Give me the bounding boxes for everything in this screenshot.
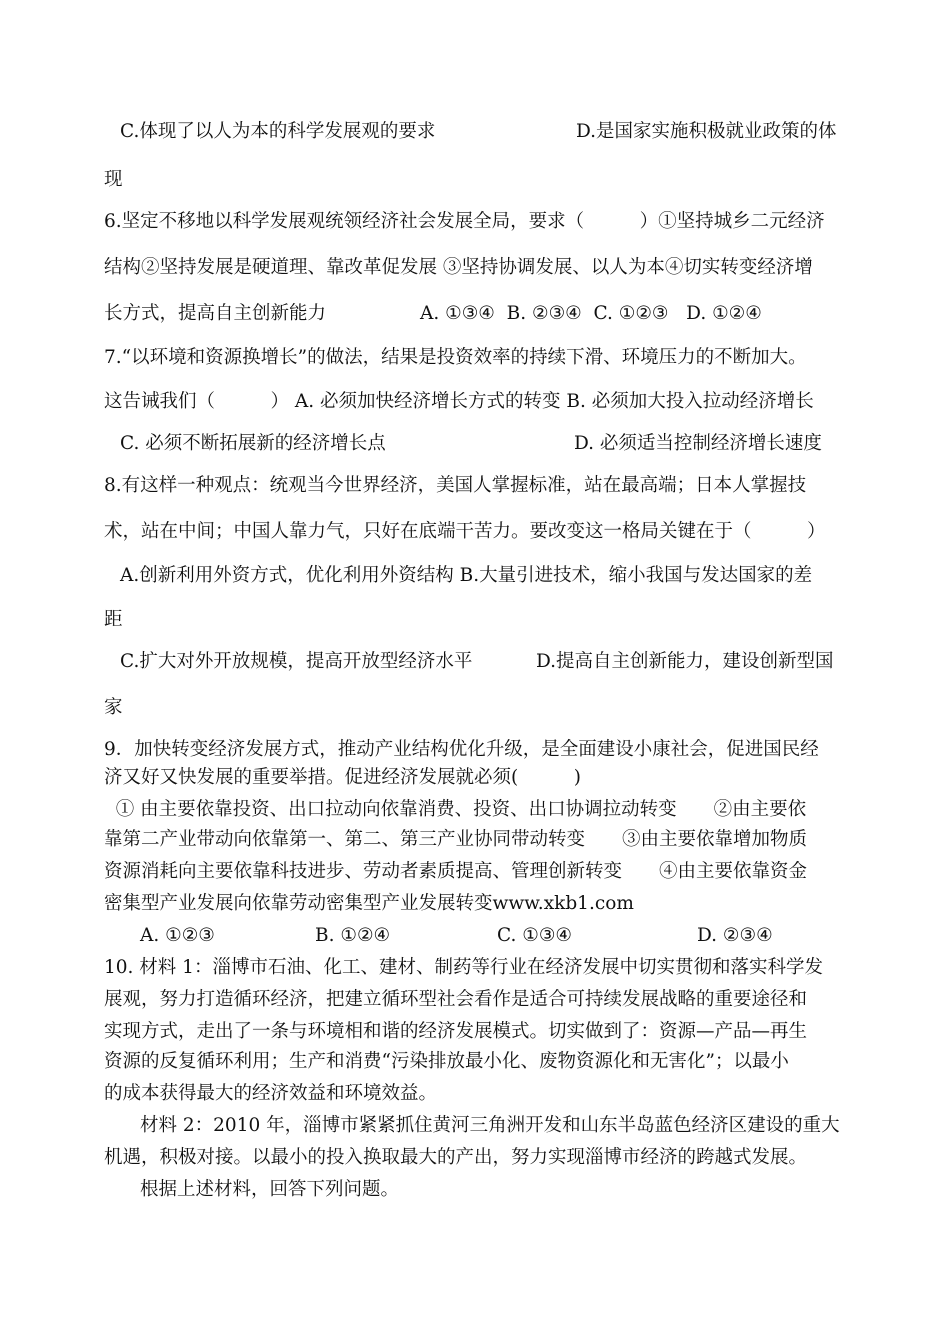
q10-material-2-line-1: 材料 2：2010 年，淄博市紧紧抓住黄河三角洲开发和山东半岛蓝色经济区建设的重大 xyxy=(140,1115,840,1136)
q5-option-c: C.体现了以人为本的科学发展观的要求 xyxy=(120,121,436,142)
q10-material-2-line-2: 机遇，积极对接。以最小的投入换取最大的产出，努力实现淄博市经济的跨越式发展。 xyxy=(104,1147,808,1168)
q10-material-1-line-3: 实现方式，走出了一条与环境相和谐的经济发展模式。切实做到了：资源—产品—再生 xyxy=(104,1021,808,1042)
q10-material-1-line-2: 展观，努力打造循环经济，把建立循环型社会看作是适合可持续发展战略的重要途径和 xyxy=(104,989,808,1010)
q8-option-d: D.提高自主创新能力，建设创新型国 xyxy=(536,651,834,672)
q9-stem-line-2: 济又好又快发展的重要举措。促进经济发展就必须( ) xyxy=(104,767,581,788)
q9-item-1: ① 由主要依靠投资、出口拉动向依靠消费、投资、出口协调拉动转变 ②由主要依 xyxy=(104,799,807,820)
q10-material-1-line-4: 资源的反复循环利用；生产和消费“污染排放最小化、废物资源化和无害化”；以最小 xyxy=(104,1051,789,1072)
q8-options-a-b-continued: 距 xyxy=(104,609,123,630)
q5-option-d: D.是国家实施积极就业政策的体 xyxy=(576,121,837,142)
q7-stem-line-1: 7.“以环境和资源换增长”的做法，结果是投资效率的持续下滑、环境压力的不断加大。 xyxy=(104,347,807,368)
q7-option-d: D. 必须适当控制经济增长速度 xyxy=(574,433,822,454)
q8-stem-line-2: 术，站在中间；中国人靠力气，只好在底端干苦力。要改变这一格局关键在于（ ） xyxy=(104,521,826,542)
q9-option-d: D. ②③④ xyxy=(697,925,773,946)
q9-option-c: C. ①③④ xyxy=(497,925,573,946)
q7-stem-line-2: 这告诫我们（ ） A. 必须加快经济增长方式的转变 B. 必须加大投入拉动经济增长 xyxy=(104,391,814,412)
q7-option-c: C. 必须不断拓展新的经济增长点 xyxy=(120,433,386,454)
q8-option-d-continued: 家 xyxy=(104,697,123,718)
q6-options: A. ①③④ B. ②③④ C. ①②③ D. ①②④ xyxy=(420,303,762,324)
q10-prompt: 根据上述材料，回答下列问题。 xyxy=(140,1179,400,1200)
q6-stem-line-3: 长方式，提高自主创新能力 xyxy=(104,303,327,324)
q5-option-d-continued: 现 xyxy=(104,169,123,190)
q6-stem-line-2: 结构②坚持发展是硬道理、靠改革促发展 ③坚持协调发展、以人为本④切实转变经济增 xyxy=(104,257,813,278)
q10-material-1-line-5: 的成本获得最大的经济效益和环境效益。 xyxy=(104,1083,438,1104)
q8-options-a-b: A.创新利用外资方式，优化利用外资结构 B.大量引进技术，缩小我国与发达国家的差 xyxy=(120,565,813,586)
q9-item-4: 密集型产业发展向依靠劳动密集型产业发展转变www.xkb1.com xyxy=(104,893,634,914)
q10-material-1-line-1: 10. 材料 1：淄博市石油、化工、建材、制药等行业在经济发展中切实贯彻和落实科学发 xyxy=(104,957,823,978)
q9-option-a: A. ①②③ xyxy=(140,925,215,946)
q9-item-2: 靠第二产业带动向依靠第一、第二、第三产业协同带动转变 ③由主要依靠增加物质 xyxy=(104,829,808,850)
q8-stem-line-1: 8.有这样一种观点：统观当今世界经济，美国人掌握标准，站在最高端；日本人掌握技 xyxy=(104,475,807,496)
q6-stem-line-1: 6.坚定不移地以科学发展观统领经济社会发展全局，要求（ ）①坚持城乡二元经济 xyxy=(104,211,825,232)
q9-option-b: B. ①②④ xyxy=(315,925,391,946)
q9-item-3: 资源消耗向主要依靠科技进步、劳动者素质提高、管理创新转变 ④由主要依靠资金 xyxy=(104,861,808,882)
q8-option-c: C.扩大对外开放规模，提高开放型经济水平 xyxy=(120,651,473,672)
q9-stem-line-1: 9．加快转变经济发展方式，推动产业结构优化升级，是全面建设小康社会，促进国民经 xyxy=(104,739,819,760)
